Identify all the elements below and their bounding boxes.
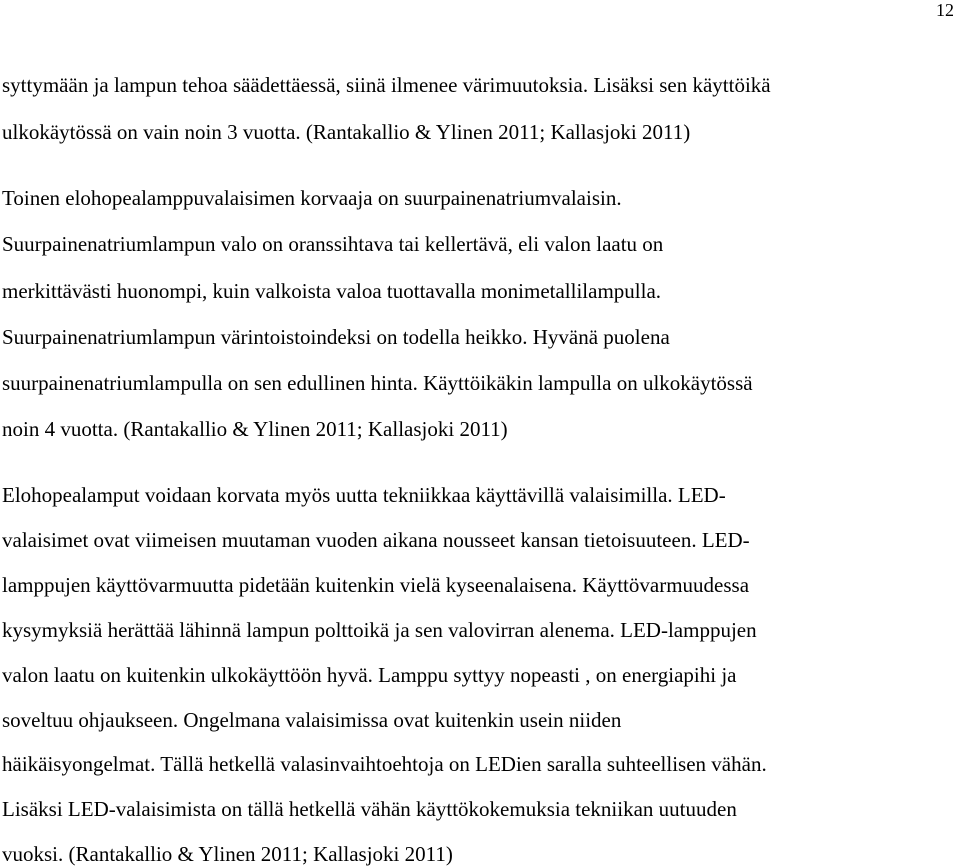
text-line: ulkokäytössä on vain noin 3 vuotta. (Rantakallio & Ylinen 2011; Kallasjoki 2011): [2, 120, 691, 144]
text-line: noin 4 vuotta. (Rantakallio & Ylinen 2011; Kallasjoki 2011): [2, 417, 508, 441]
text-line: kysymyksiä herättää lähinnä lampun polttoikä ja sen valovirran alenema. LED-lamppujen: [2, 618, 757, 642]
text-line: Elohopealamput voidaan korvata myös uutta tekniikkaa käyttävillä valaisimilla. LED-: [2, 483, 726, 507]
text-line: valon laatu on kuitenkin ulkokäyttöön hyvä. Lamppu syttyy nopeasti , on energiapihi ja: [2, 663, 737, 687]
text-line: lamppujen käyttövarmuutta pidetään kuitenkin vielä kyseenalaisena. Käyttövarmuudessa: [2, 573, 750, 597]
text-line: Lisäksi LED-valaisimista on tällä hetkellä vähän käyttökokemuksia tekniikan uutuuden: [2, 797, 737, 821]
text-line: suurpainenatriumlampulla on sen edullinen hinta. Käyttöikäkin lampulla on ulkokäytössä: [2, 371, 753, 395]
text-line: syttymään ja lampun tehoa säädettäessä, siinä ilmenee värimuutoksia. Lisäksi sen käyttöikä: [2, 73, 771, 97]
text-line: Suurpainenatriumlampun valo on oranssihtava tai kellertävä, eli valon laatu on: [2, 232, 664, 256]
page-number: 12: [936, 0, 954, 20]
text-line: Toinen elohopealamppuvalaisimen korvaaja on suurpainenatriumvalaisin.: [2, 186, 622, 210]
text-line: häikäisyongelmat. Tällä hetkellä valasinvaihtoehtoja on LEDien saralla suhteellisen vähän.: [2, 752, 767, 776]
text-line: vuoksi. (Rantakallio & Ylinen 2011; Kallasjoki 2011): [2, 842, 453, 866]
text-line: soveltuu ohjaukseen. Ongelmana valaisimissa ovat kuitenkin usein niiden: [2, 708, 622, 732]
text-line: valaisimet ovat viimeisen muutaman vuoden aikana nousseet kansan tietoisuuteen. LED-: [2, 528, 750, 552]
text-line: Suurpainenatriumlampun värintoistoindeksi on todella heikko. Hyvänä puolena: [2, 325, 670, 349]
text-line: merkittävästi huonompi, kuin valkoista valoa tuottavalla monimetallilampulla.: [2, 279, 662, 303]
